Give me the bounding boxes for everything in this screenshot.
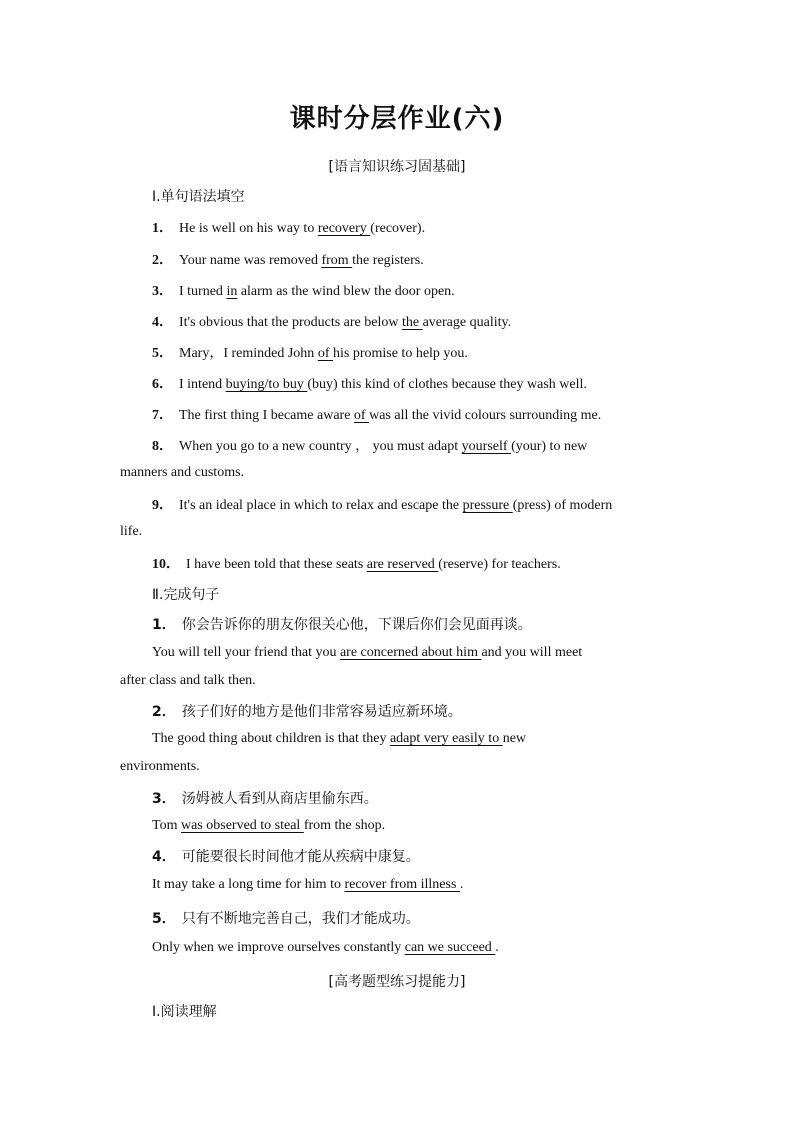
question-number: 4． <box>152 315 173 330</box>
question-7: 7． The first thing I became aware of was all the vivid colours surrounding me. <box>152 408 602 423</box>
answer: from <box>321 253 353 268</box>
answer: adapt very easily to <box>389 731 503 746</box>
answer: yourself <box>461 439 512 454</box>
translation-5-prompt: 5． 只有不断地完善自己，我们才能成功。 <box>152 911 420 927</box>
question-4: 4． It's obvious that the products are below the average quality. <box>152 315 512 330</box>
question-6: 6． I intend buying/to buy (buy) this kind of clothes because they wash well. <box>152 377 587 392</box>
question-3: 3． I turned in alarm as the wind blew the door open. <box>152 284 455 299</box>
answer: can we succeed <box>404 940 496 955</box>
question-number: 1． <box>152 221 173 236</box>
answer: are reserved <box>366 557 439 572</box>
translation-4-prompt: 4． 可能要很长时间他才能从疾病中康复。 <box>152 849 420 865</box>
page-title: 课时分层作业(六) <box>289 104 505 134</box>
translation-5-answer: Only when we improve ourselves constantly can we succeed . <box>152 940 499 955</box>
answer: buying/to buy <box>225 377 308 392</box>
translation-2-prompt: 2． 孩子们好的地方是他们非常容易适应新环境。 <box>152 704 462 720</box>
translation-2-continuation: environments. <box>120 759 200 774</box>
question-number: 7． <box>152 408 173 423</box>
translation-2-answer: The good thing about children is that they adapt very easily to new <box>152 731 527 746</box>
section-subtitle-basics: [语言知识练习固基础] <box>328 159 466 175</box>
section-heading-reading: Ⅰ.阅读理解 <box>152 1004 217 1020</box>
answer: pressure <box>462 498 513 513</box>
question-number: 9． <box>152 498 173 513</box>
question-10: 10． I have been told that these seats are reserved (reserve) for teachers. <box>152 557 561 572</box>
answer: recovery <box>317 221 371 236</box>
question-2: 2． Your name was removed from the registers. <box>152 253 424 268</box>
question-9: 9． It's an ideal place in which to relax and escape the pressure (press) of modern <box>152 498 613 513</box>
translation-1-continuation: after class and talk then. <box>120 673 256 688</box>
answer: recover from illness <box>344 877 460 892</box>
question-8-continuation: manners and customs. <box>120 465 245 480</box>
question-9-continuation: life. <box>120 524 143 539</box>
question-number: 3． <box>152 284 173 299</box>
section-subtitle-exam: [高考题型练习提能力] <box>328 974 466 990</box>
translation-1-prompt: 1． 你会告诉你的朋友你很关心他，下课后你们会见面再谈。 <box>152 617 532 633</box>
translation-1-answer: You will tell your friend that you are concerned about him and you will meet <box>152 645 583 660</box>
question-number: 8． <box>152 439 173 454</box>
question-1: 1． He is well on his way to recovery (recover). <box>152 221 426 236</box>
section-heading-grammar-fill: Ⅰ.单句语法填空 <box>152 189 245 205</box>
answer: in <box>226 284 238 299</box>
question-number: 2． <box>152 253 173 268</box>
section-heading-complete-sentences: Ⅱ.完成句子 <box>152 587 220 603</box>
question-5: 5． Mary，I reminded John of his promise to help you. <box>152 346 468 361</box>
translation-3-answer: Tom was observed to steal from the shop. <box>152 818 386 833</box>
translation-4-answer: It may take a long time for him to recover from illness . <box>152 877 464 892</box>
translation-3-prompt: 3． 汤姆被人看到从商店里偷东西。 <box>152 791 378 807</box>
answer: the <box>401 315 423 330</box>
question-number: 6． <box>152 377 173 392</box>
answer: are concerned about him <box>339 645 482 660</box>
answer: of <box>317 346 333 361</box>
question-8: 8． When you go to a new country ， you must adapt yourself (your) to new <box>152 439 588 454</box>
answer: of <box>353 408 370 423</box>
answer: was observed to steal <box>180 818 304 833</box>
question-number: 10． <box>152 557 180 572</box>
question-number: 5． <box>152 346 173 361</box>
